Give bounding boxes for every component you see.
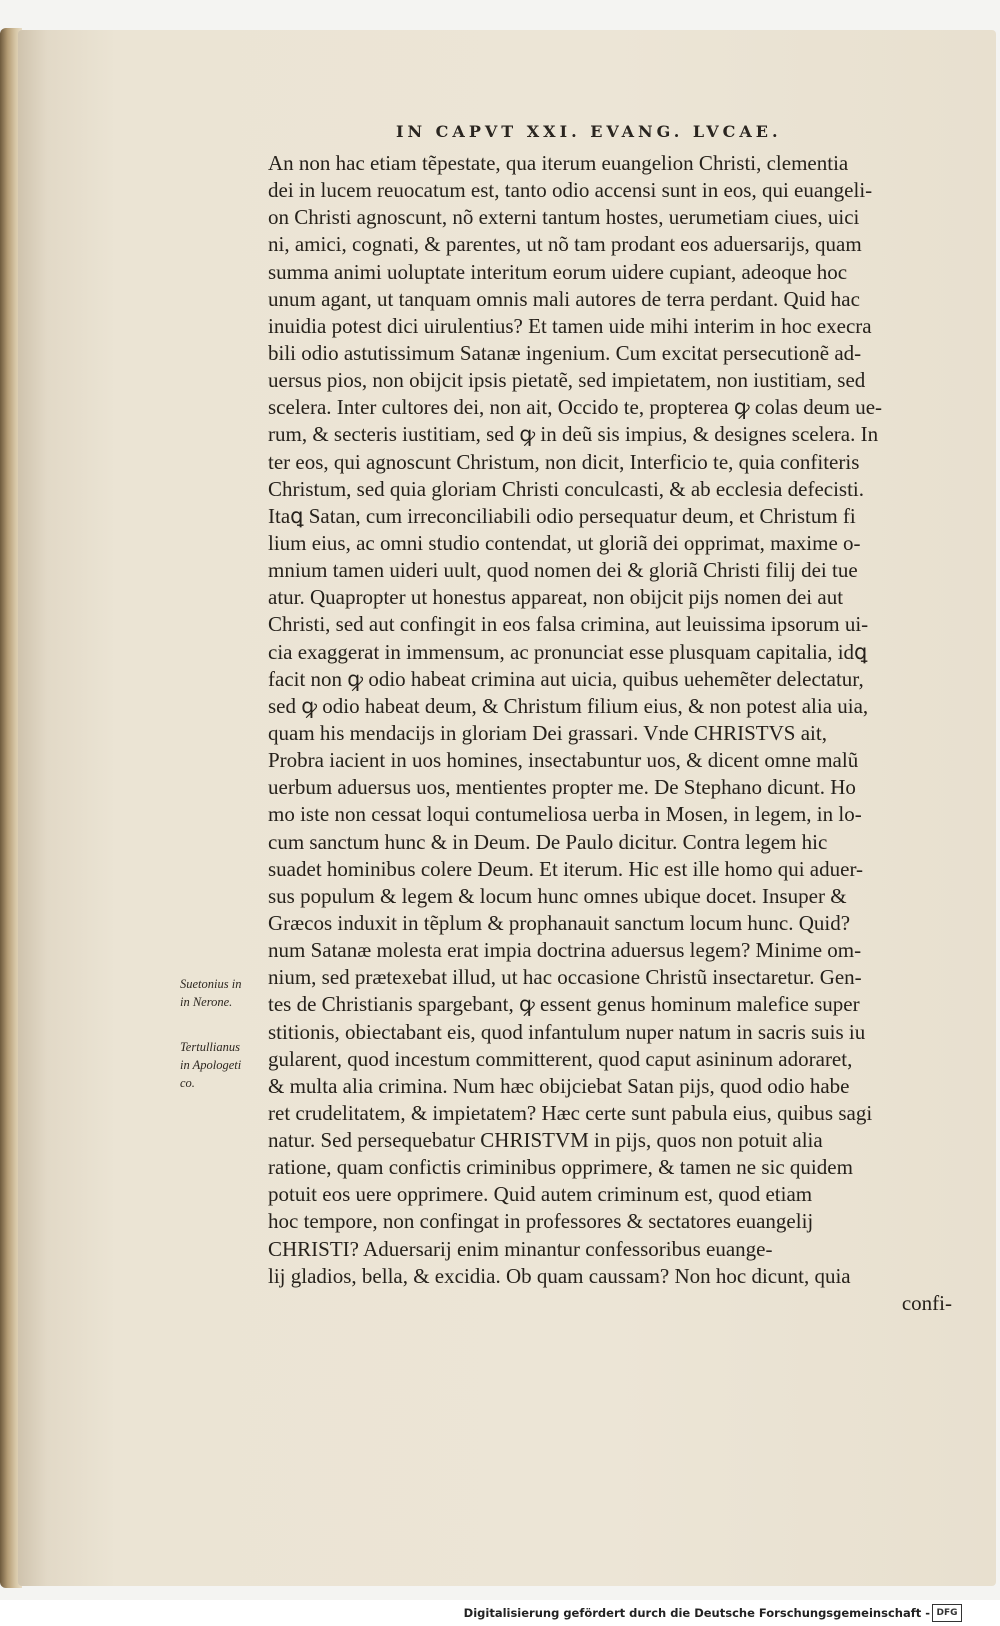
text-line: ratione, quam confictis criminibus opprimere, & tamen ne sic quidem [268, 1155, 853, 1180]
text-line: ni, amici, cognati, & parentes, ut nõ tam prodant eos aduersarijs, quam [268, 232, 862, 257]
digitization-footer [0, 1600, 1000, 1626]
text-line: mo iste non cessat loqui contumeliosa uerba in Mosen, in legem, in lo- [268, 802, 862, 827]
text-line: rum, & secteris iustitiam, sed ꝙ in deũ sis impius, & designes scelera. In [268, 422, 879, 447]
text-line: Christum, sed quia gloriam Christi conculcasti, & ab ecclesia defecisti. [268, 476, 865, 501]
funding-credit: Digitalisierung gefördert durch die Deutsche Forschungsgemeinschaft - [463, 1606, 930, 1620]
text-line: bili odio astutissimum Satanæ ingenium. Cum excitat persecutionẽ ad- [268, 340, 862, 365]
text-line: gularent, quod incestum committerent, quod caput asininum adoraret, [268, 1046, 853, 1071]
text-line: Græcos induxit in tẽplum & prophanauit sanctum locum hunc. Quid? [268, 910, 851, 935]
text-line: suadet hominibus colere Deum. Et iterum. Hic est ille homo qui aduer- [268, 856, 864, 881]
text-line: quam his mendacijs in gloriam Dei grassari. Vnde CHRISTVS ait, [268, 720, 827, 745]
margin-note-line: co. [180, 1076, 195, 1090]
catchword: confi- [901, 1290, 952, 1315]
text-line: lium eius, ac omni studio contendat, ut gloriã dei opprimat, maxime o- [268, 530, 861, 555]
running-head: IN CAPVT XXI. EVANG. LVCAE. [396, 122, 782, 141]
text-line: dei in lucem reuocatum est, tanto odio accensi sunt in eos, qui euangeli- [268, 178, 873, 203]
text-line: hoc tempore, non confingat in professores & sectatores euangelij [268, 1209, 814, 1234]
text-line: ter eos, qui agnoscunt Christum, non dicit, Interficio te, quia confiteris [268, 449, 860, 474]
text-line: atur. Quapropter ut honestus appareat, non obijcit pijs nomen dei aut [268, 585, 844, 610]
text-line: num Satanæ molesta erat impia doctrina aduersus legem? Minime om- [268, 938, 862, 963]
text-line: natur. Sed persequebatur CHRISTVM in pijs, quos non potuit alia [268, 1128, 823, 1153]
text-line: uerbum aduersus uos, mentientes propter me. De Stephano dicunt. Ho [268, 775, 856, 800]
text-line: uersus pios, non obijcit ipsis pietatẽ, sed impietatem, non iustitiam, sed [268, 368, 866, 393]
margin-note-tertullianus [180, 1038, 266, 1092]
text-line: cia exaggerat in immensum, ac pronunciat esse plusquam capitalia, idꝗ [268, 639, 868, 664]
text-line: An non hac etiam tẽpestate, qua iterum euangelion Christi, clementia [268, 151, 849, 175]
margin-note-suetonius [180, 975, 266, 1011]
text-line: ret crudelitatem, & impietatem? Hæc certe sunt pabula eius, quibus sagi [268, 1100, 873, 1125]
text-line: potuit eos uere opprimere. Quid autem criminum est, quod etiam [268, 1182, 813, 1207]
margin-note-line: in Apologeti [180, 1058, 242, 1072]
text-line: stitionis, obiectabant eis, quod infantulum nuper natum in sacris suis iu [268, 1019, 866, 1044]
text-line: tes de Christianis spargebant, ꝙ essent genus hominum malefice super [268, 992, 860, 1017]
text-line: Probra iacient in uos homines, insectabuntur uos, & dicent omne malũ [268, 748, 859, 773]
text-line: sus populum & legem & locum hunc omnes ubique docet. Insuper & [268, 883, 847, 908]
text-line: Itaꝗ Satan, cum irreconciliabili odio persequatur deum, et Christum fi [268, 503, 856, 528]
text-line: facit non ꝙ odio habeat crimina aut uicia, quibus uehemẽter delectatur, [268, 666, 864, 691]
margin-note-line: Tertullianus [180, 1040, 240, 1054]
dfg-logo: DFG [932, 1604, 962, 1622]
text-line: unum agant, ut tanquam omnis mali autores de terra perdant. Quid hac [268, 286, 860, 311]
text-line: CHRISTI? Aduersarij enim minantur confessoribus euange- [268, 1236, 773, 1261]
text-line: inuidia potest dici uirulentius? Et tamen uide mihi interim in hoc execra [268, 313, 872, 338]
text-line: mnium tamen uideri uult, quod nomen dei & gloriã Christi filij dei tue [268, 558, 858, 583]
body-text [268, 150, 952, 1317]
margin-note-line: Suetonius in [180, 977, 242, 991]
text-line: Christi, sed aut confingit in eos falsa crimina, aut leuissima ipsorum ui- [268, 612, 869, 637]
text-line: nium, sed prætexebat illud, ut hac occasione Christũ insectaretur. Gen- [268, 965, 862, 990]
text-line: cum sanctum hunc & in Deum. De Paulo dicitur. Contra legem hic [268, 829, 828, 854]
text-line: scelera. Inter cultores dei, non ait, Occido te, propterea ꝙ colas deum ue- [268, 395, 883, 420]
margin-note-line: in Nerone. [180, 995, 233, 1009]
text-line: sed ꝙ odio habeat deum, & Christum filium eius, & non potest alia uia, [268, 693, 869, 718]
text-line: & multa alia crimina. Num hæc obijciebat Satan pijs, quod odio habe [268, 1073, 850, 1098]
text-line: on Christi agnoscunt, nõ externi tantum hostes, uerumetiam ciues, uici [268, 205, 860, 230]
text-line: summa animi uoluptate interitum eorum uidere cupiant, adeoque hoc [268, 259, 848, 284]
text-line: lij gladios, bella, & excidia. Ob quam caussam? Non hoc dicunt, quia [268, 1263, 851, 1288]
